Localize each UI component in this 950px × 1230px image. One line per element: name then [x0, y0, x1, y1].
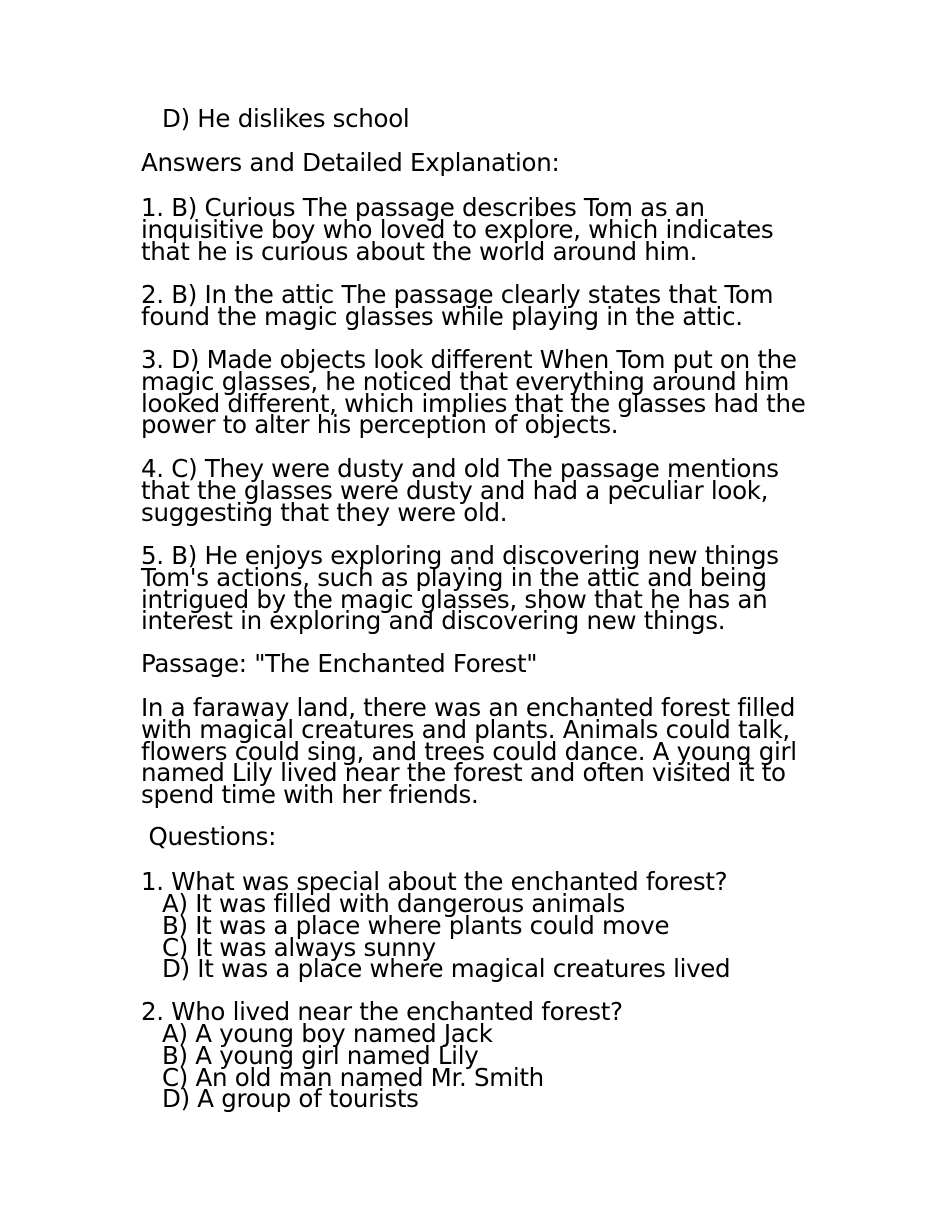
option-c: C) An old man named Mr. Smith — [162, 1062, 544, 1092]
question-1-text: 1. What was special about the enchanted forest? — [141, 867, 728, 896]
option-c: C) It was always sunny — [162, 932, 436, 962]
option-b: B) It was a place where plants could move — [162, 910, 670, 940]
answer-5-line: Tom's actions, such as playing in the attic and being — [141, 562, 767, 592]
answer-5-line: intrigued by the magic glasses, show that he has an — [141, 584, 768, 614]
passage-line: named Lily lived near the forest and often visited it to — [141, 758, 786, 788]
answer-1-line: inquisitive boy who loved to explore, which indicates — [141, 214, 774, 244]
answer-5-line: 5. B) He enjoys exploring and discovering new things — [141, 541, 779, 570]
answer-2-line: 2. B) In the attic The passage clearly states that Tom — [141, 280, 774, 309]
answer-2 — [141, 280, 774, 331]
passage-title: Passage: "The Enchanted Forest" — [141, 649, 538, 678]
passage-line: spend time with her friends. — [141, 780, 479, 810]
answer-5-line: interest in exploring and discovering new things. — [141, 606, 726, 636]
answer-3-line: looked different, which implies that the glasses had the — [141, 388, 806, 418]
answer-3-line: magic glasses, he noticed that everything around him — [141, 366, 790, 396]
prev-question-option-d: D) He dislikes school — [162, 104, 410, 133]
answer-4-line: suggesting that they were old. — [141, 497, 508, 527]
option-a: A) A young boy named Jack — [162, 1019, 493, 1048]
questions-heading: Questions: — [141, 822, 277, 851]
answers-heading: Answers and Detailed Explanation: — [141, 148, 560, 177]
answer-1 — [141, 193, 774, 266]
option-a: A) It was filled with dangerous animals — [162, 889, 625, 918]
question-1-options — [162, 889, 731, 984]
answer-4 — [141, 454, 779, 527]
answer-3 — [141, 345, 806, 440]
answer-3-line: 3. D) Made objects look different When Tom put on the — [141, 345, 797, 374]
passage-body — [141, 693, 797, 810]
answer-4-line: 4. C) They were dusty and old The passage mentions — [141, 454, 779, 483]
question-2-options — [162, 1019, 544, 1114]
answer-1-line: that he is curious about the world around him. — [141, 236, 698, 266]
option-d: D) It was a place where magical creatures lived — [162, 954, 731, 984]
answer-5 — [141, 541, 779, 636]
option-d: D) A group of tourists — [162, 1084, 419, 1114]
passage-line: flowers could sing, and trees could dance. A young girl — [141, 736, 797, 766]
option-b: B) A young girl named Lily — [162, 1040, 479, 1070]
question-2-text: 2. Who lived near the enchanted forest? — [141, 997, 623, 1026]
answer-2-line: found the magic glasses while playing in the attic. — [141, 301, 743, 331]
passage-line: In a faraway land, there was an enchanted forest filled — [141, 693, 796, 722]
answer-3-line: power to alter his perception of objects. — [141, 410, 619, 440]
answer-4-line: that the glasses were dusty and had a peculiar look, — [141, 475, 769, 505]
passage-line: with magical creatures and plants. Animals could talk, — [141, 714, 790, 744]
answer-1-line: 1. B) Curious The passage describes Tom as an — [141, 193, 705, 222]
